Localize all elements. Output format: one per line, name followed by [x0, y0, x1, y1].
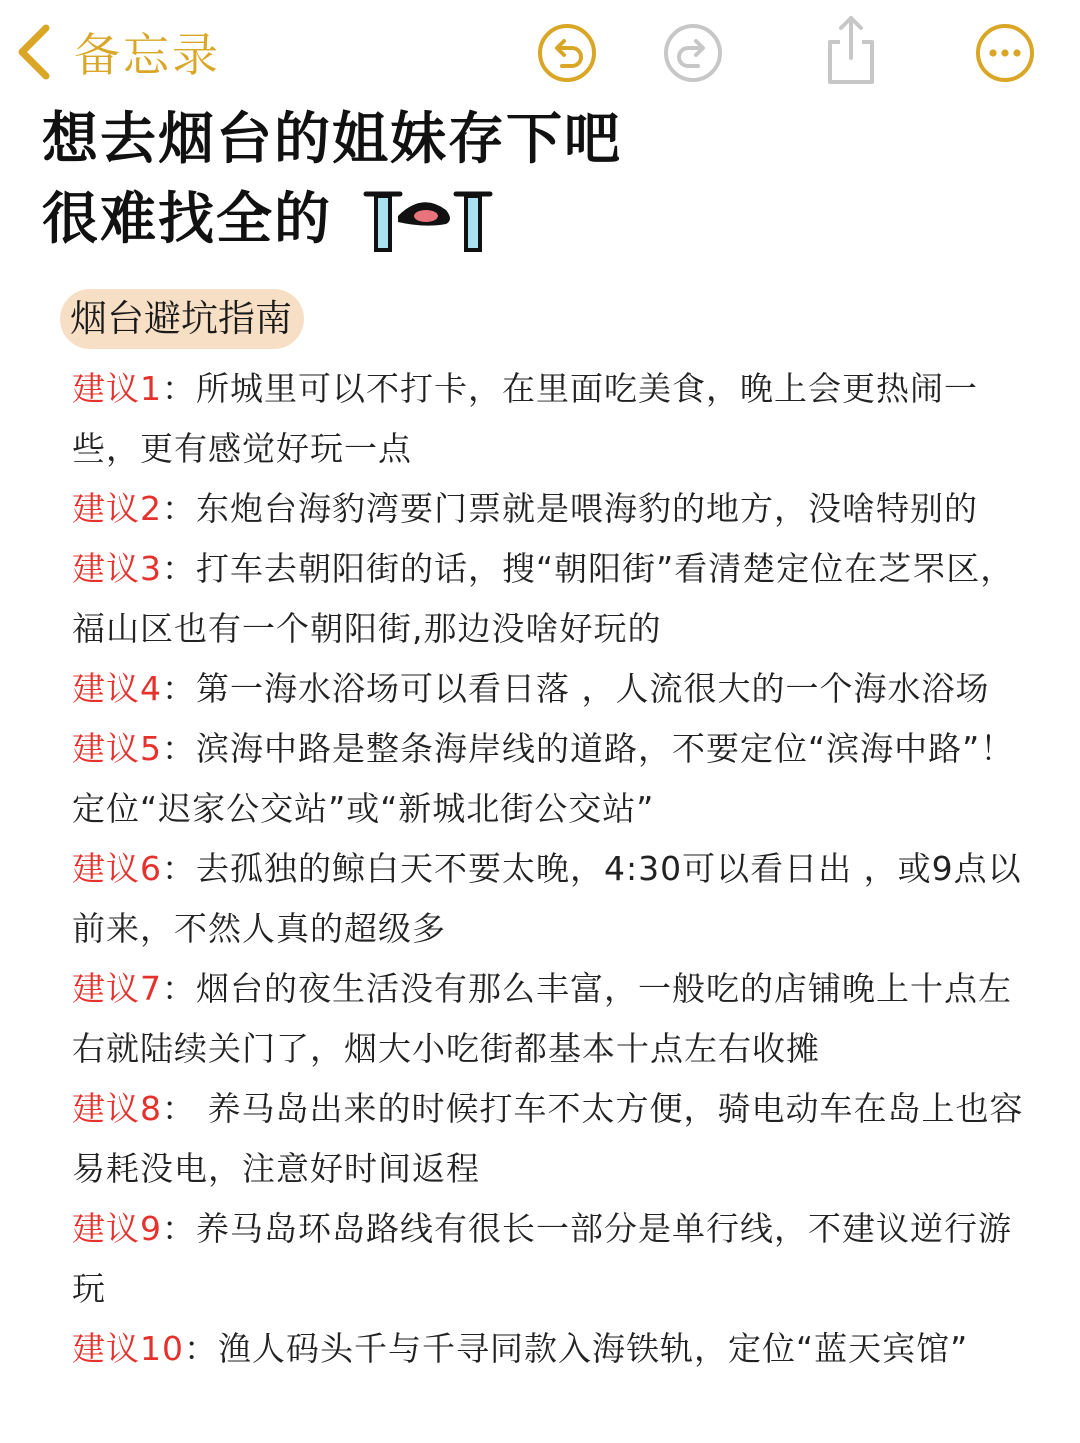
- tip-text: 打车去朝阳街的话，搜“朝阳街”看清楚定位在芝罘区，福山区也有一个朝阳街,那边没啥好玩的: [72, 549, 1015, 648]
- tip-separator: ：: [162, 729, 196, 768]
- tip-item: [72, 959, 1032, 1079]
- crying-face-icon: [360, 186, 496, 254]
- tip-label: 建议5: [72, 729, 162, 768]
- tip-text: 第一海水浴场可以看日落 ，人流很大的一个海水浴场: [196, 669, 990, 708]
- tip-item: [72, 1319, 1032, 1379]
- tip-separator: ：: [184, 1329, 218, 1368]
- top-nav-bar: [0, 0, 1080, 105]
- tip-text: 养马岛环岛路线有很长一部分是单行线，不建议逆行游玩: [72, 1209, 1012, 1308]
- title-line-1: 想去烟台的姐妹存下吧: [42, 107, 622, 172]
- share-icon: [820, 14, 882, 86]
- tip-item: [72, 1199, 1032, 1319]
- chevron-left-icon: [14, 22, 54, 82]
- tip-item: [72, 839, 1032, 959]
- undo-icon: [536, 22, 598, 84]
- note-title: [42, 100, 622, 260]
- tip-label: 建议1: [72, 369, 162, 408]
- tip-label: 建议10: [72, 1329, 184, 1368]
- tip-item: [72, 539, 1032, 659]
- tip-separator: ：: [162, 1089, 208, 1128]
- tip-item: [72, 1079, 1032, 1199]
- back-label: 备忘录: [74, 28, 221, 82]
- redo-button[interactable]: [662, 22, 724, 84]
- tip-separator: ：: [162, 1209, 196, 1248]
- tip-label: 建议3: [72, 549, 162, 588]
- tip-item: [72, 659, 1032, 719]
- tip-label: 建议9: [72, 1209, 162, 1248]
- tip-text: 烟台的夜生活没有那么丰富，一般吃的店铺晚上十点左右就陆续关门了，烟大小吃街都基本十点左右收摊: [72, 969, 1012, 1068]
- more-button[interactable]: [974, 22, 1036, 84]
- title-line-2: 很难找全的: [42, 187, 332, 252]
- share-button[interactable]: [820, 14, 882, 86]
- tip-text: 渔人码头千与千寻同款入海铁轨，定位“蓝天宾馆”: [218, 1329, 969, 1368]
- more-icon: [974, 22, 1036, 84]
- undo-button[interactable]: [536, 22, 598, 84]
- tip-label: 建议6: [72, 849, 162, 888]
- tip-label: 建议7: [72, 969, 162, 1008]
- tip-label: 建议8: [72, 1089, 162, 1128]
- tip-text: 所城里可以不打卡，在里面吃美食，晚上会更热闹一些，更有感觉好玩一点: [72, 369, 978, 468]
- tip-separator: ：: [162, 669, 196, 708]
- redo-icon: [662, 22, 724, 84]
- tip-item: [72, 359, 1032, 479]
- tip-separator: ：: [162, 969, 196, 1008]
- tips-list: [72, 359, 1032, 1379]
- tip-text: 养马岛出来的时候打车不太方便，骑电动车在岛上也容易耗没电，注意好时间返程: [72, 1089, 1024, 1188]
- tip-label: 建议2: [72, 489, 162, 528]
- tip-text: 东炮台海豹湾要门票就是喂海豹的地方，没啥特别的: [196, 489, 978, 528]
- back-button[interactable]: [14, 16, 221, 88]
- tip-separator: ：: [162, 489, 196, 528]
- title-line-2-row: [42, 180, 622, 260]
- tip-text: 去孤独的鲸白天不要太晚，4:30可以看日出 ，或9点以前来，不然人真的超级多: [72, 849, 1022, 948]
- tip-separator: ：: [162, 849, 196, 888]
- tip-label: 建议4: [72, 669, 162, 708]
- section-tag: 烟台避坑指南: [60, 289, 304, 349]
- tip-item: [72, 479, 1032, 539]
- tip-separator: ：: [162, 549, 196, 588]
- tip-text: 滨海中路是整条海岸线的道路，不要定位“滨海中路”！ 定位“迟家公交站”或“新城北街公交站”: [72, 729, 1015, 828]
- tip-item: [72, 719, 1032, 839]
- tip-separator: ：: [162, 369, 196, 408]
